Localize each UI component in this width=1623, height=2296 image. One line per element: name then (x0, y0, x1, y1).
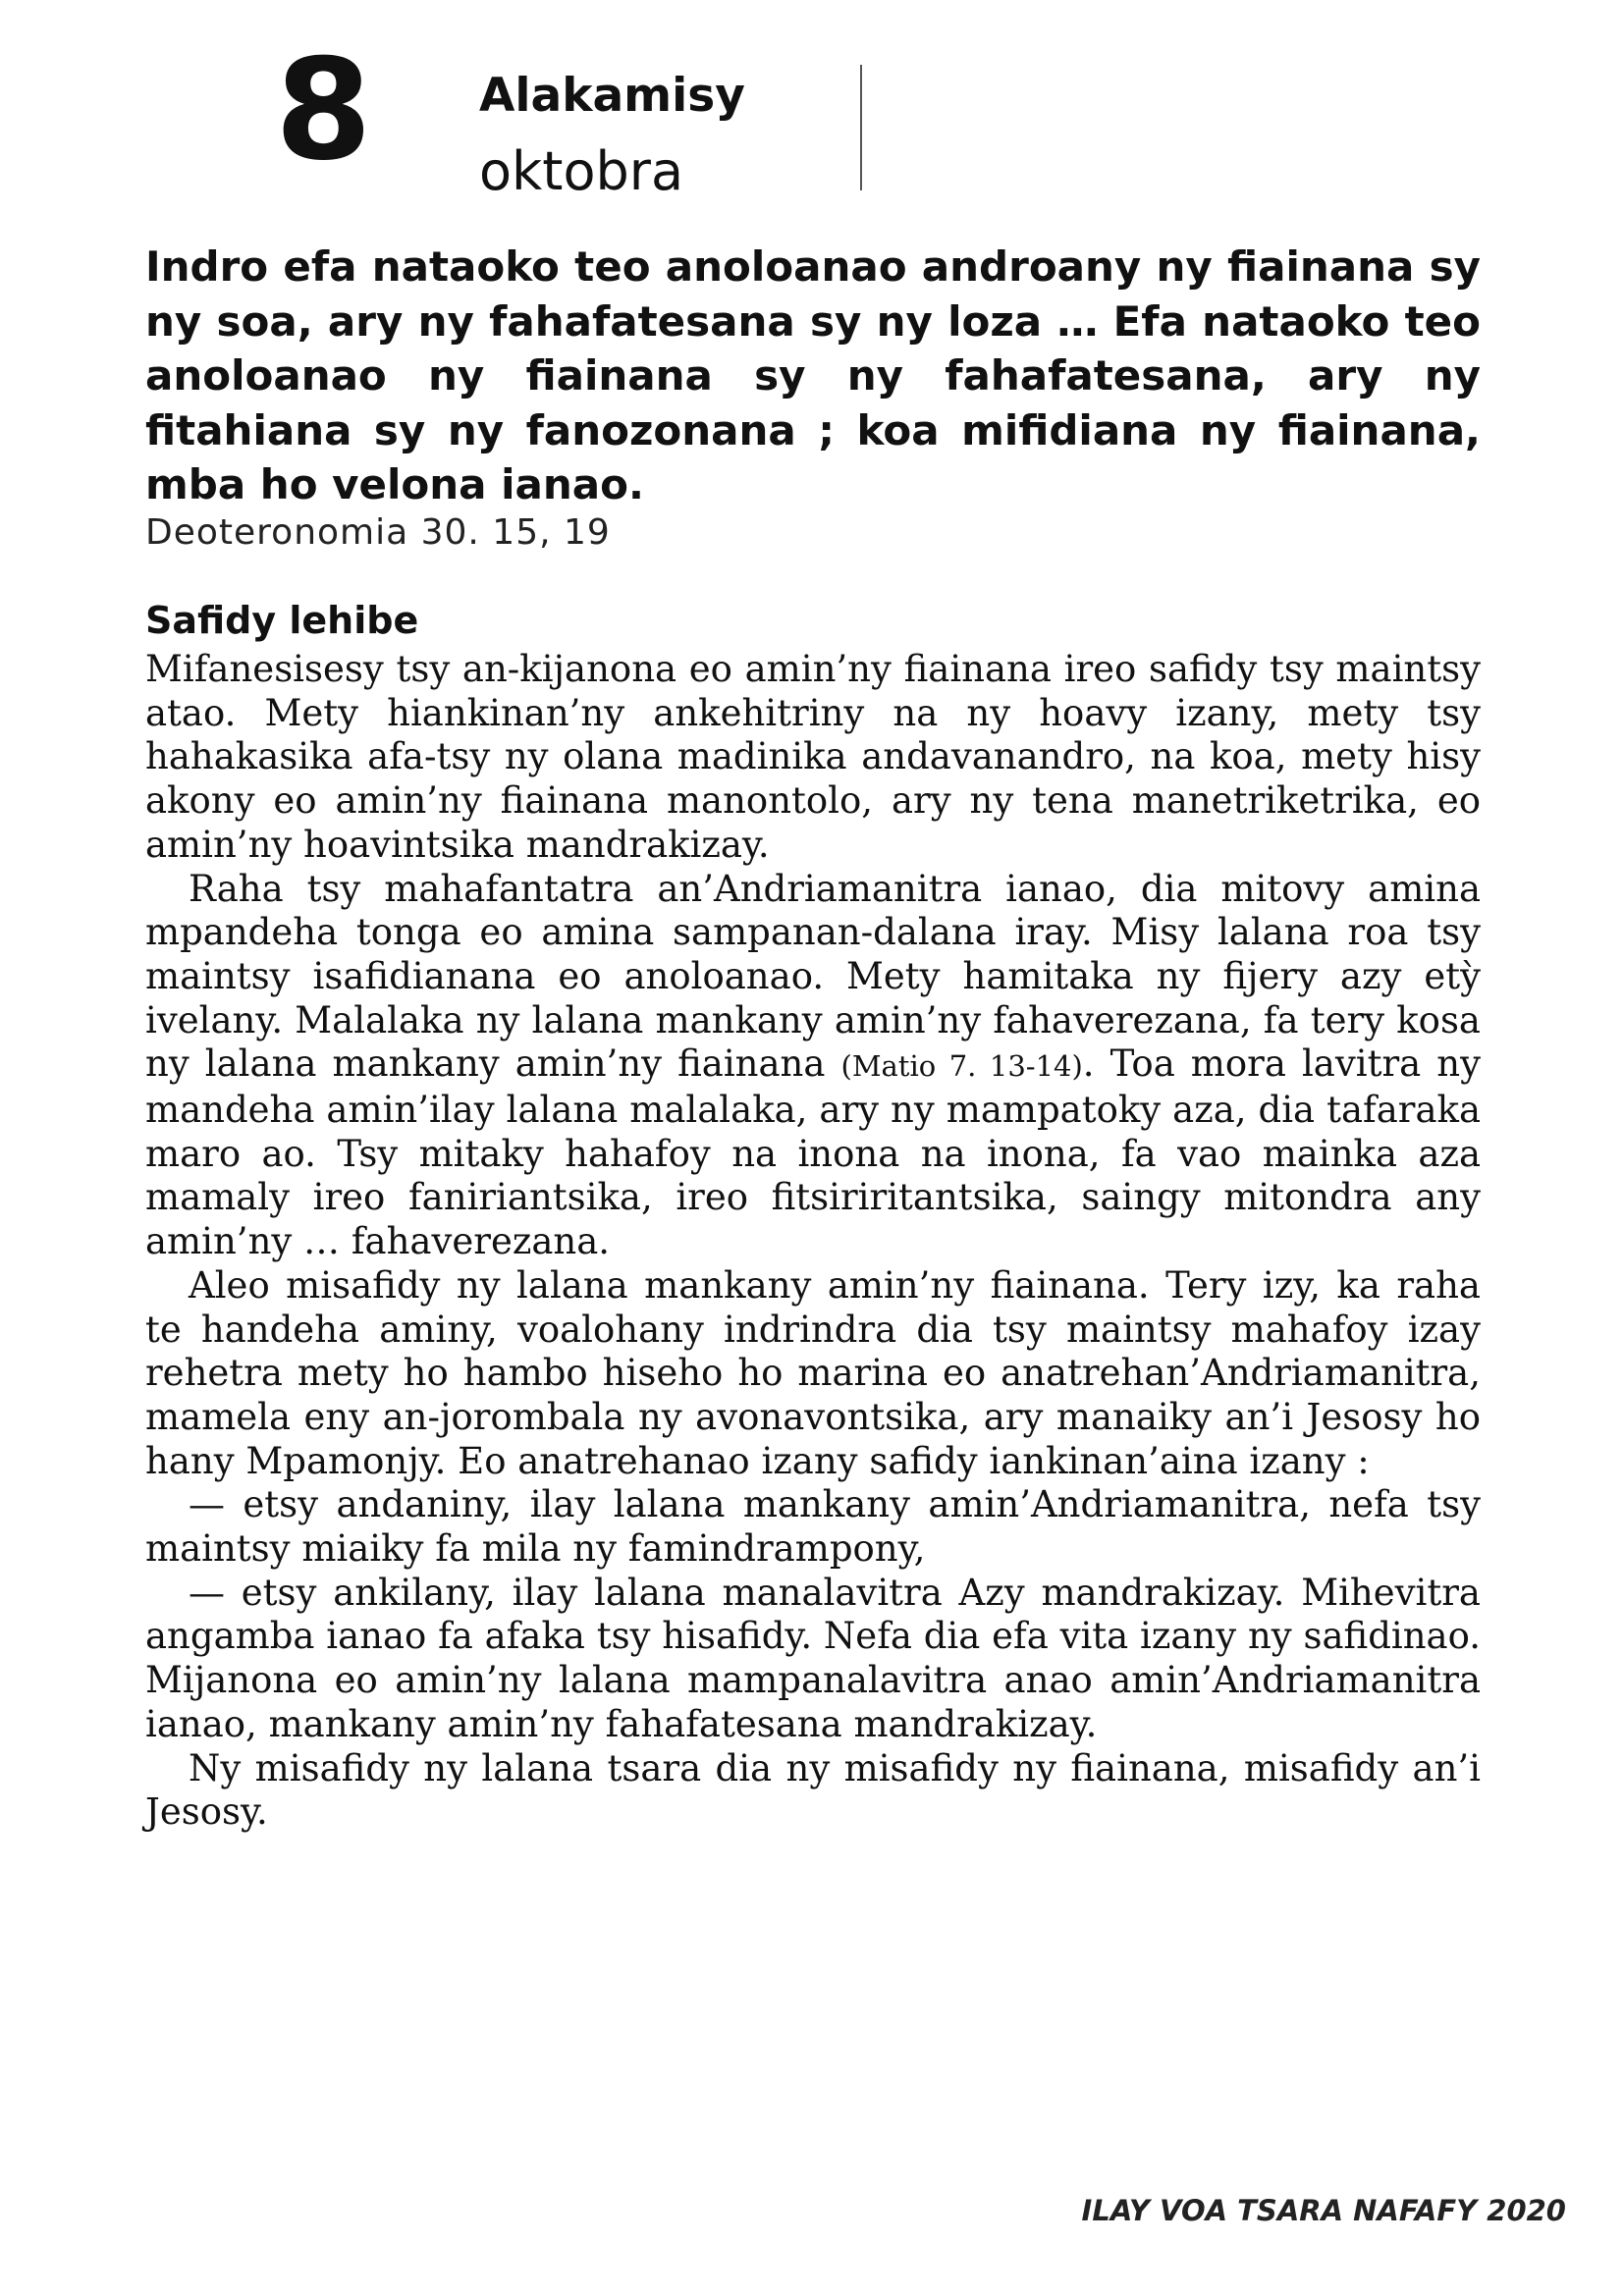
body-paragraph-2-text-a: Raha tsy mahafantatra an’Andriamanitra ianao, dia mitovy amina mpandeha tonga eo amina sampanan-dalana iray. Misy lalana roa tsy maintsy isafidianana eo anoloanao. Mety hamitaka ny fijery azy etỳ ivelany. Malalaka ny lalana mankany amin’ny fahaverezana, fa tery kosa ny lalana mankany amin’ny fiainana (145, 867, 1481, 1086)
bible-verse: Indro efa nataoko teo anoloanao androany ny fiainana sy ny soa, ary ny fahafatesana sy ny loza … Efa nataoko teo anoloanao ny fiainana sy ny fahafatesana, ary ny fitahiana sy ny fanozonana ; koa mifidiana ny fiainana, mba ho velona ianao. (145, 242, 1481, 508)
header-divider (860, 65, 862, 190)
devotional-body (145, 648, 1481, 1835)
verse-reference: Deoteronomia 30. 15, 19 (145, 512, 611, 553)
body-paragraph-2-text-b: . Toa mora lavitra ny mandeha amin’ilay lalana malalaka, ary ny mampatoky aza, dia tafaraka maro ao. Tsy mitaky hahafoy na inona na inona, fa vao mainka aza mamaly ireo faniriantsika, ireo fitsiriritantsika, saingy mitondra any amin’ny … fahaverezana. (145, 1042, 1481, 1263)
section-title: Safidy lehibe (145, 599, 419, 642)
month-label: oktobra (479, 140, 684, 202)
footer-publication-title: ILAY VOA TSARA NAFAFY 2020 (1081, 2194, 1566, 2227)
weekday-label: Alakamisy (479, 69, 745, 123)
body-paragraph-3: Aleo misafidy ny lalana mankany amin’ny fiainana. Tery izy, ka raha te handeha aminy, voalohany indrindra dia tsy maintsy mahafoy izay rehetra mety ho hambo hiseho ho marina eo anatrehan’Andriamanitra, mamela eny an-jorombala ny avonavontsika, ary manaiky an’i Jesosy ho hany Mpamonjy. Eo anatrehanao izany safidy iankinan’aina izany : (145, 1263, 1481, 1482)
body-list-item-1: — etsy andaniny, ilay lalana mankany amin’Andriamanitra, nefa tsy maintsy miaiky fa mila ny famindrampony, (145, 1483, 1481, 1571)
body-list-item-2: — etsy ankilany, ilay lalana manalavitra Azy mandrakizay. Mihevitra angamba ianao fa afaka tsy hisafidy. Nefa dia efa vita izany ny safidinao. Mijanona eo amin’ny lalana mampanalavitra anao amin’Andriamanitra ianao, mankany amin’ny fahafatesana mandrakizay. (145, 1571, 1481, 1745)
body-paragraph-2 (145, 868, 1481, 1264)
inline-scripture-reference: (Matio 7. 13-14) (840, 1049, 1083, 1084)
body-paragraph-4: Ny misafidy ny lalana tsara dia ny misafidy ny fiainana, misafidy an’i Jesosy. (145, 1746, 1481, 1834)
body-paragraph-1: Mifanesisesy tsy an-kijanona eo amin’ny fiainana ireo safidy tsy maintsy atao. Mety hiankinan’ny ankehitriny na ny hoavy izany, mety tsy hahakasika afa-tsy ny olana madinika andavanandro, na koa, mety hisy akony eo amin’ny fiainana manontolo, ary ny tena manetriketrika, eo amin’ny hoavintsika mandrakizay. (145, 648, 1481, 866)
date-header (275, 29, 884, 202)
day-number: 8 (275, 29, 368, 191)
